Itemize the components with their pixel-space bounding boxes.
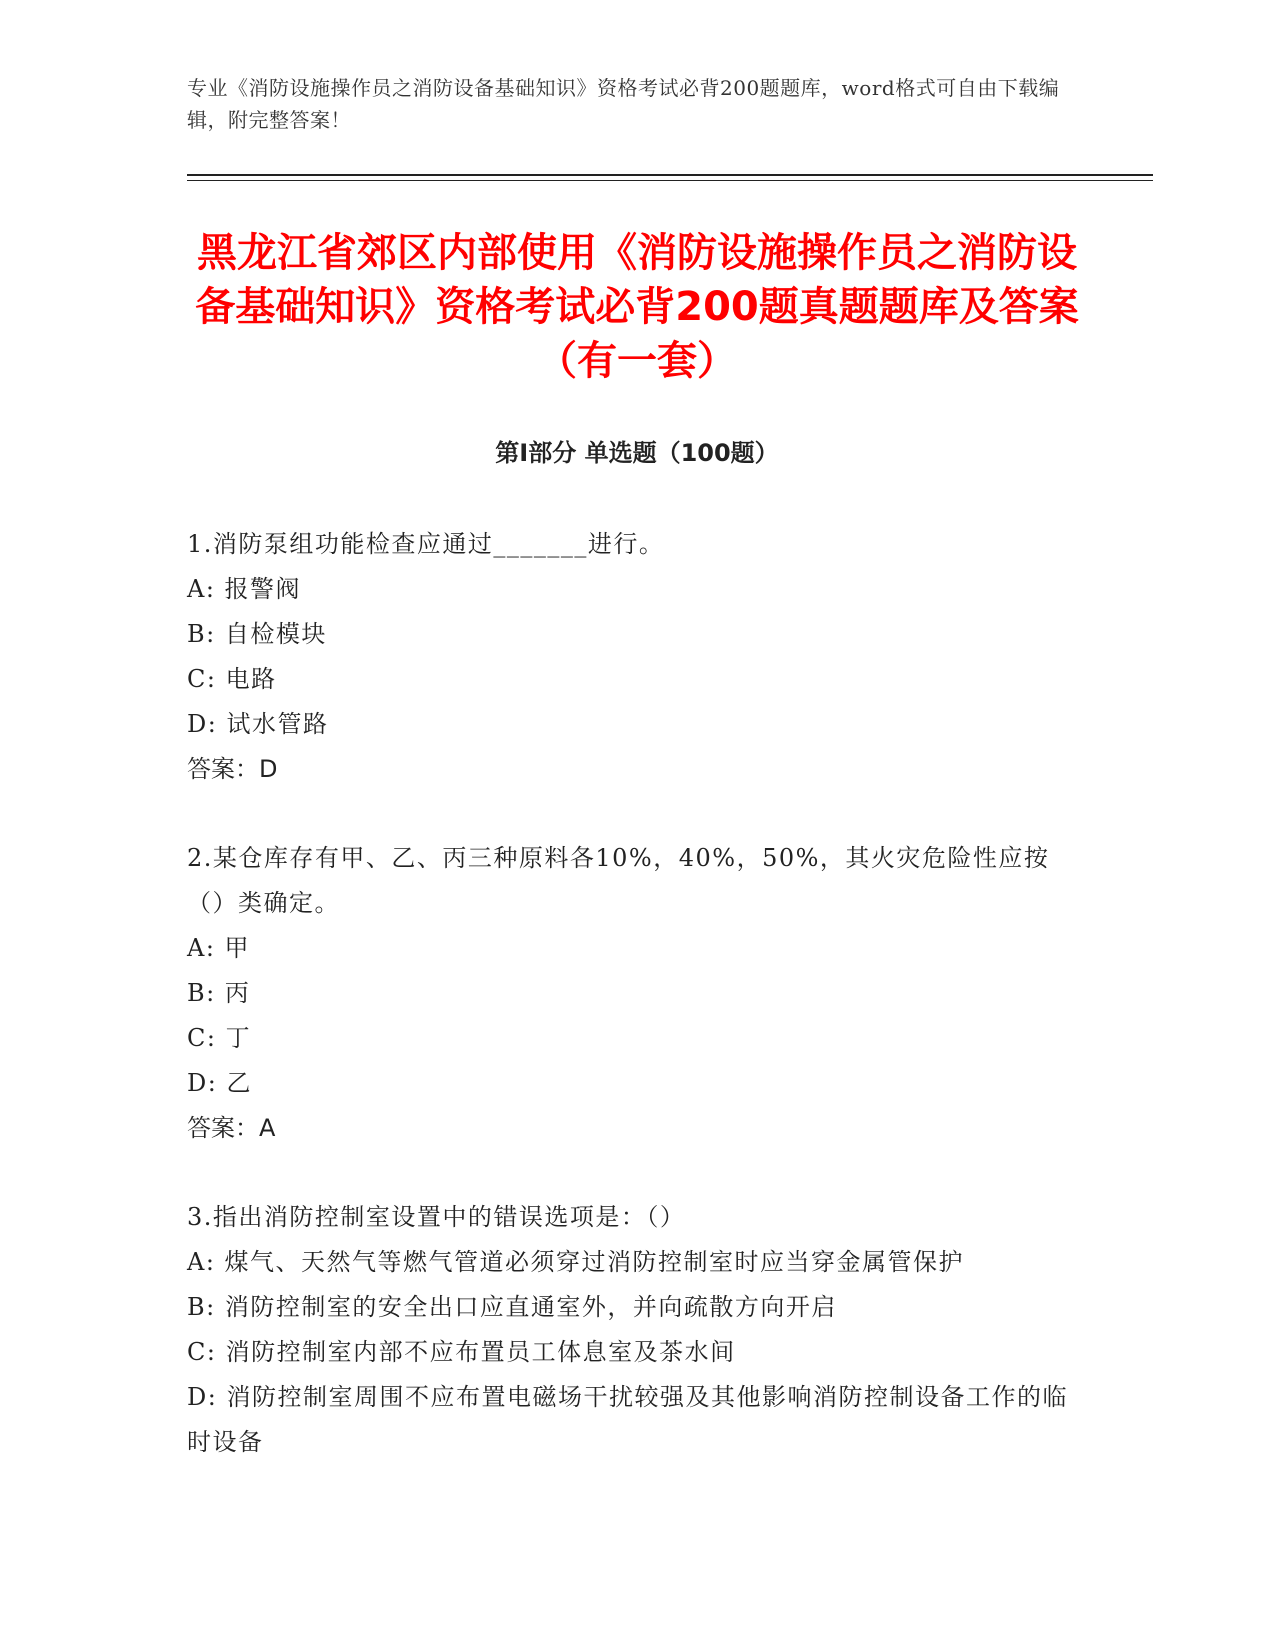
header-note: 专业《消防设施操作员之消防设备基础知识》资格考试必背200题题库，word格式可自由下载编辑，附完整答案！: [187, 76, 1060, 132]
option-c: C: 消防控制室内部不应布置员工体息室及茶水间: [187, 1338, 736, 1366]
answer-line: 答案：A: [187, 1114, 276, 1142]
question-stem: 2.某仓库存有甲、乙、丙三种原料各10%，40%，50%，其火灾危险性应按（）类确定。: [187, 844, 1050, 917]
header-rule-thin: [187, 180, 1153, 181]
question-stem: 1.消防泵组功能检查应通过_______进行。: [187, 530, 665, 558]
option-b: B: 自检模块: [187, 620, 327, 648]
option-b: B: 消防控制室的安全出口应直通室外，并向疏散方向开启: [187, 1293, 837, 1321]
answer-line: 答案：D: [187, 755, 278, 783]
header-rule-thick: [187, 174, 1153, 176]
section-heading: 第Ⅰ部分 单选题（100题）: [495, 439, 779, 467]
question-2: [187, 836, 1087, 1151]
option-b: B: 丙: [187, 979, 251, 1007]
question-stem: 3.指出消防控制室设置中的错误选项是：（）: [187, 1203, 686, 1231]
option-d: D: 试水管路: [187, 710, 329, 738]
question-list: [187, 522, 1087, 1509]
option-a: A: 报警阀: [187, 575, 302, 603]
question-3: [187, 1195, 1087, 1465]
option-d: D: 乙: [187, 1069, 252, 1097]
option-d: D: 消防控制室周围不应布置电磁场干扰较强及其他影响消防控制设备工作的临时设备: [187, 1383, 1068, 1456]
option-c: C: 电路: [187, 665, 277, 693]
option-a: A: 甲: [187, 934, 251, 962]
document-title: 黑龙江省郊区内部使用《消防设施操作员之消防设备基础知识》资格考试必背200题真题题库及答案（有一套）: [195, 230, 1079, 384]
option-a: A: 煤气、天然气等燃气管道必须穿过消防控制室时应当穿金属管保护: [187, 1248, 965, 1276]
question-1: [187, 522, 1087, 792]
option-c: C: 丁: [187, 1024, 252, 1052]
